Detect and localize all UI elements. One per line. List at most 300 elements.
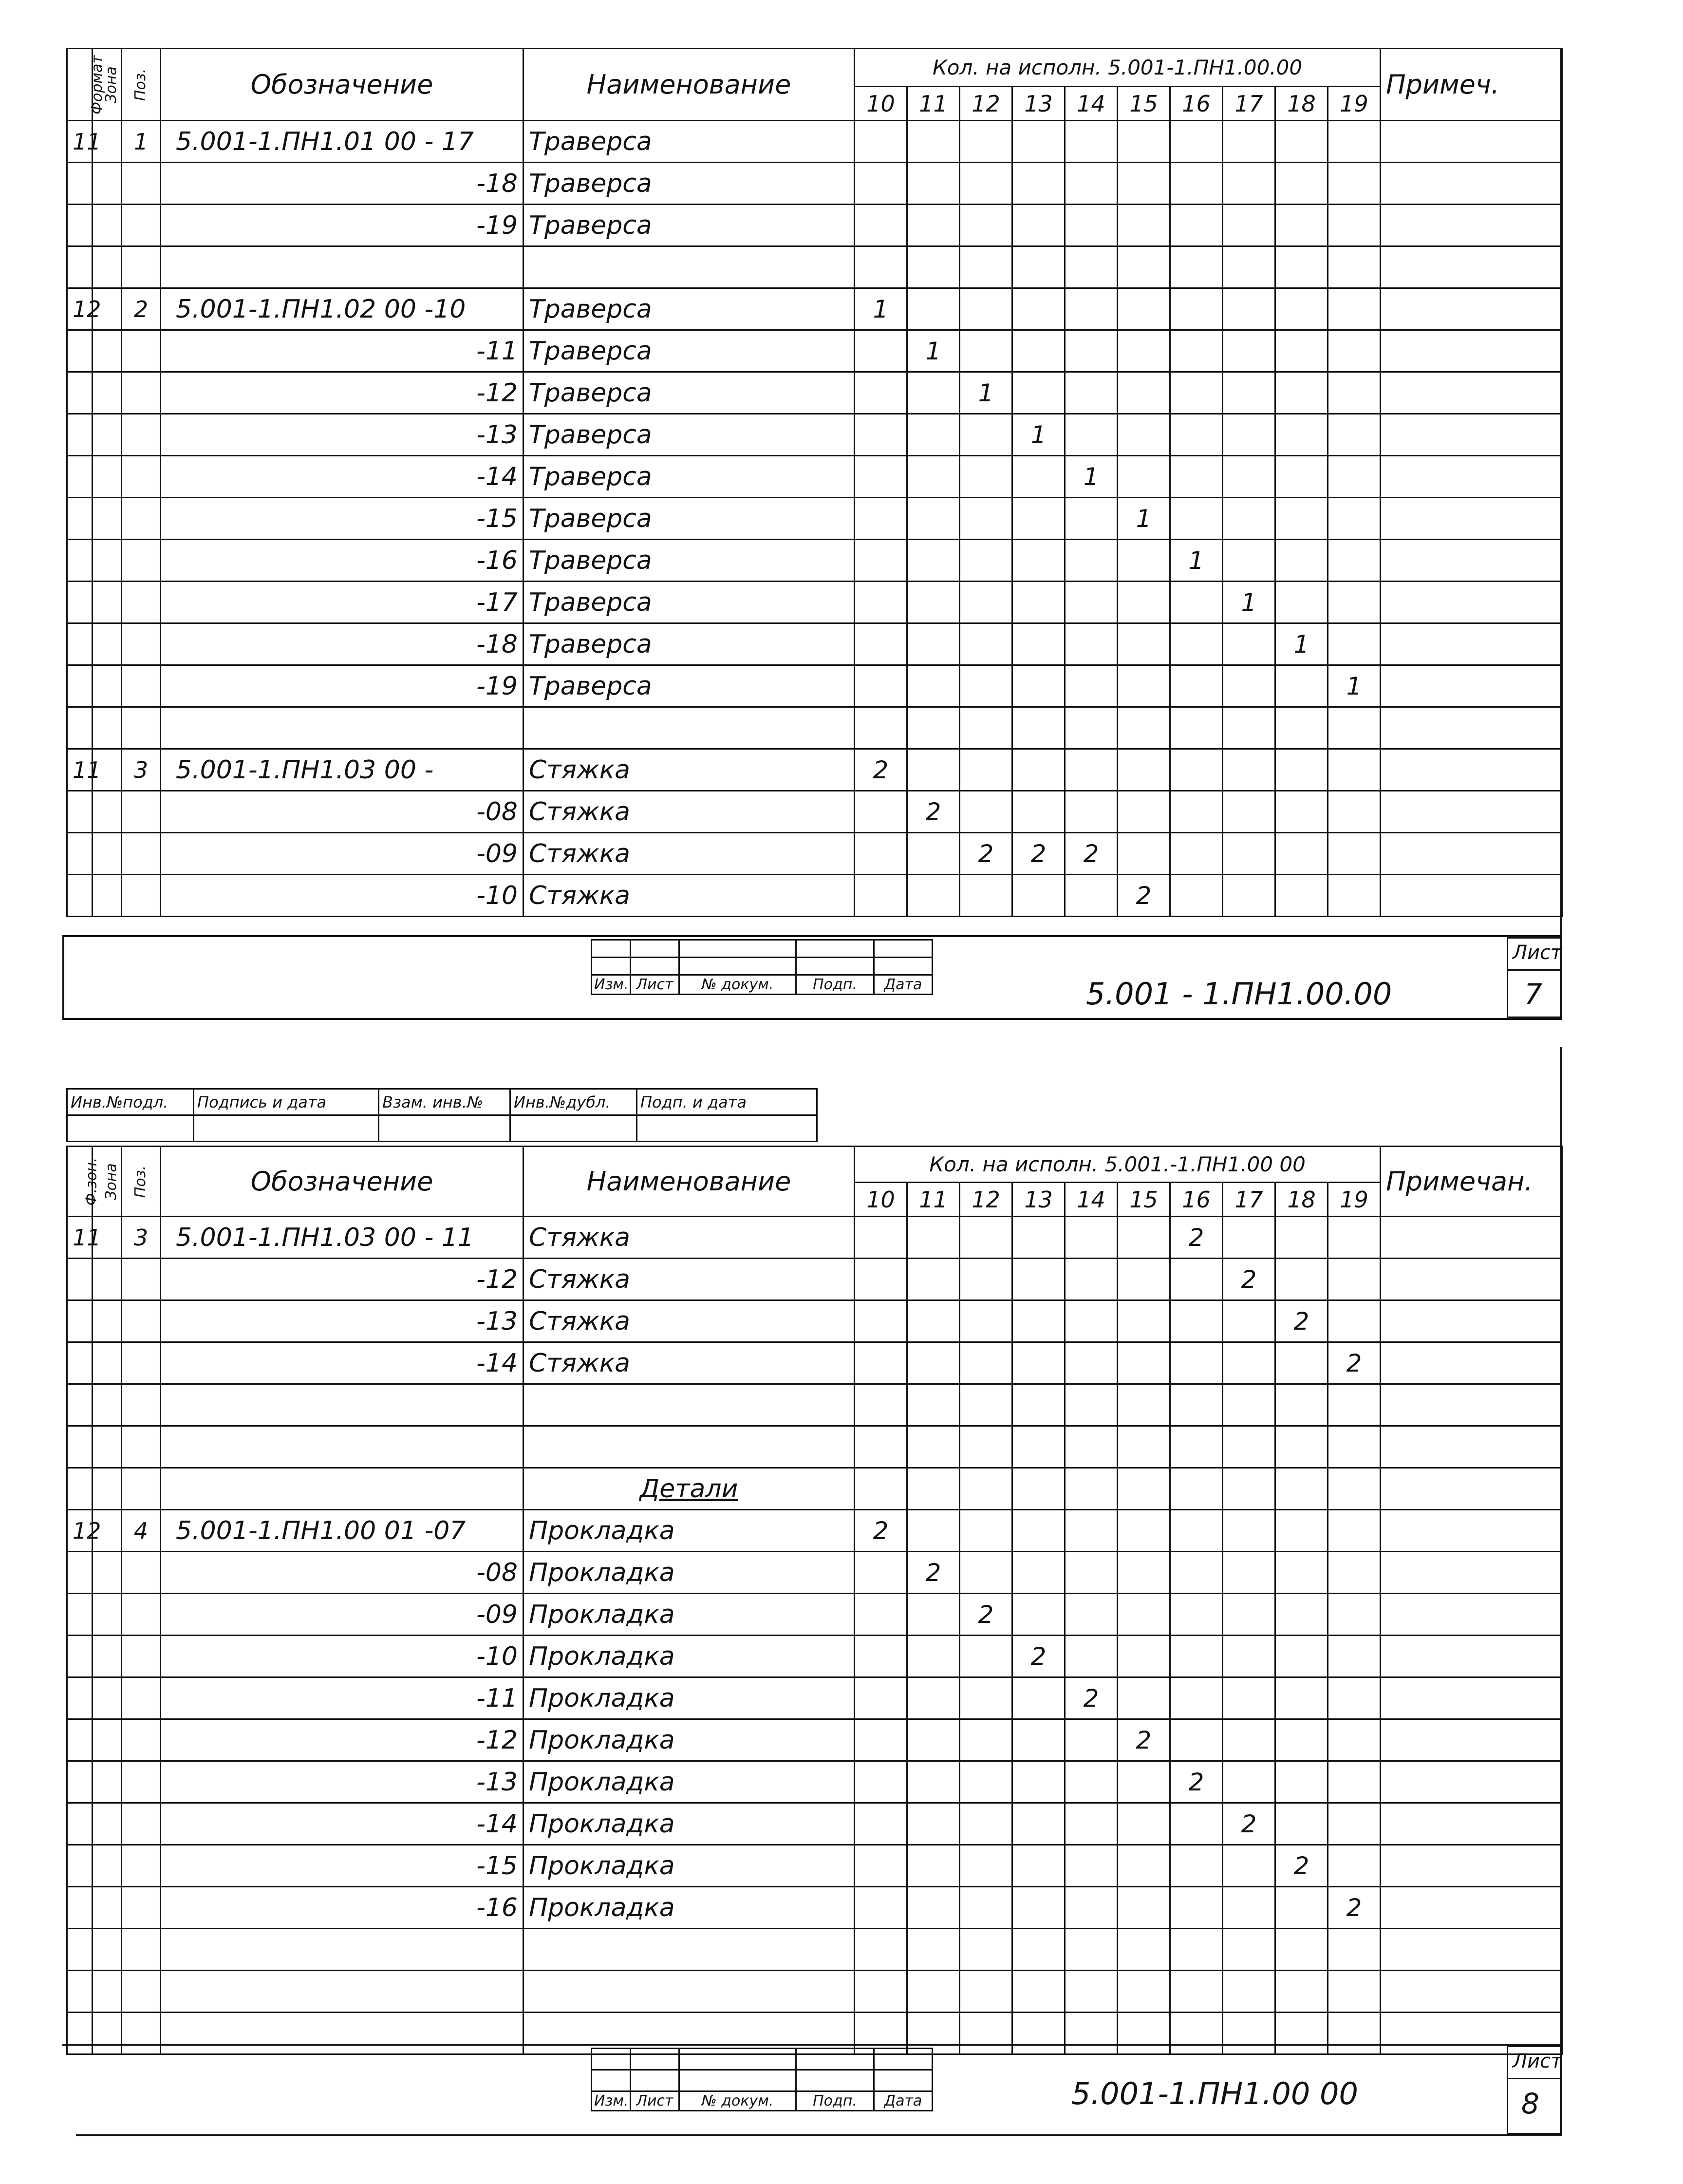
quantity-cell: 2: [1328, 1887, 1381, 1929]
designation-cell: [161, 707, 524, 749]
designation-cell: -19: [161, 205, 524, 246]
quantity-cell: [1118, 1803, 1170, 1845]
quantity-cell: [1275, 121, 1328, 163]
quantity-cell: [1118, 1594, 1170, 1636]
quantity-cell: 2: [1118, 875, 1170, 917]
name-cell: [524, 1929, 855, 1971]
section-row: [67, 1468, 1562, 1510]
variant-header-16: 16: [1170, 1183, 1223, 1217]
quantity-cell: [855, 1719, 907, 1761]
quantity-cell: [1170, 1636, 1223, 1677]
quantity-cell: [1170, 749, 1223, 791]
name-cell: Стяжка: [524, 1300, 855, 1342]
zone-cell: [93, 1468, 122, 1510]
quantity-cell: [1118, 1259, 1170, 1300]
table-row: [67, 205, 1562, 246]
note-cell: [1381, 833, 1562, 875]
quantity-cell: [1223, 456, 1275, 498]
quantity-cell: [1328, 1719, 1381, 1761]
quantity-cell: [1118, 791, 1170, 833]
quantity-cell: [1275, 1552, 1328, 1594]
format-cell: [67, 1929, 93, 1971]
note-cell: [1381, 1971, 1562, 2013]
quantity-cell: [1118, 1217, 1170, 1259]
position-cell: [122, 1426, 161, 1468]
quantity-cell: [1065, 246, 1118, 288]
name-cell: Стяжка: [524, 875, 855, 917]
quantity-cell: [1223, 498, 1275, 540]
quantity-cell: [1118, 1300, 1170, 1342]
format-cell: [67, 205, 93, 246]
quantity-cell: [1118, 414, 1170, 456]
quantity-cell: [1170, 1677, 1223, 1719]
zone-cell: [93, 246, 122, 288]
quantity-cell: [855, 205, 907, 246]
quantity-cell: [1012, 749, 1065, 791]
zone-cell: [93, 582, 122, 623]
note-cell: [1381, 1929, 1562, 1971]
note-cell: [1381, 1384, 1562, 1426]
stamp-labels-row: [592, 2091, 933, 2111]
quantity-cell: [1118, 1552, 1170, 1594]
quantity-cell: [1328, 875, 1381, 917]
quantity-cell: [1275, 1384, 1328, 1426]
quantity-cell: [855, 456, 907, 498]
zone-cell: [93, 1719, 122, 1761]
quantity-cell: [1328, 1426, 1381, 1468]
variant-header-18: 18: [1275, 87, 1328, 121]
table-row: [67, 833, 1562, 875]
quantity-cell: [1012, 1929, 1065, 1971]
frame-line: [62, 1018, 1560, 1020]
stamp-label: Изм.: [592, 2091, 631, 2111]
format-cell: [67, 707, 93, 749]
zone-cell: [93, 498, 122, 540]
zone-cell: [93, 1845, 122, 1887]
quantity-cell: [1118, 330, 1170, 372]
position-cell: [122, 1971, 161, 2013]
quantity-cell: 1: [1170, 540, 1223, 582]
quantity-cell: [855, 414, 907, 456]
zone-cell: [93, 1342, 122, 1384]
format-cell: [67, 623, 93, 665]
quantity-cell: [1170, 1468, 1223, 1510]
quantity-cell: [855, 1259, 907, 1300]
name-cell: [524, 707, 855, 749]
format-cell: [67, 1259, 93, 1300]
quantity-cell: [855, 1636, 907, 1677]
frame-line: [62, 2044, 1560, 2046]
table-row: [67, 1761, 1562, 1803]
quantity-cell: [1065, 791, 1118, 833]
designation-cell: [161, 1468, 524, 1510]
designation-cell: [161, 1929, 524, 1971]
quantity-cell: [1275, 1971, 1328, 2013]
note-cell: [1381, 1594, 1562, 1636]
note-cell: [1381, 791, 1562, 833]
quantity-cell: [1223, 1468, 1275, 1510]
position-cell: [122, 246, 161, 288]
quantity-cell: [1012, 707, 1065, 749]
spec-table-sheet-8: [66, 1146, 1563, 2055]
name-cell: Траверса: [524, 456, 855, 498]
quantity-cell: [1065, 1468, 1118, 1510]
variant-header-18: 18: [1275, 1183, 1328, 1217]
format-cell: 12: [67, 1510, 93, 1552]
quantity-cell: [1275, 833, 1328, 875]
quantity-cell: [1223, 414, 1275, 456]
quantity-cell: [1012, 246, 1065, 288]
position-cell: [122, 1719, 161, 1761]
position-cell: [122, 1552, 161, 1594]
quantity-cell: [1223, 1342, 1275, 1384]
quantity-cell: [855, 1803, 907, 1845]
quantity-cell: [960, 1300, 1012, 1342]
note-cell: [1381, 875, 1562, 917]
format-cell: [67, 1677, 93, 1719]
quantity-cell: [1275, 1594, 1328, 1636]
designation-cell: -16: [161, 540, 524, 582]
variant-header-17: 17: [1223, 1183, 1275, 1217]
header-note: Примечан.: [1381, 1147, 1562, 1217]
quantity-cell: [855, 1342, 907, 1384]
quantity-cell: [1065, 1929, 1118, 1971]
format-cell: [67, 1468, 93, 1510]
quantity-cell: [855, 1552, 907, 1594]
quantity-cell: [1065, 1761, 1118, 1803]
quantity-cell: [1223, 372, 1275, 414]
quantity-cell: [1012, 1677, 1065, 1719]
position-cell: 3: [122, 749, 161, 791]
position-cell: [122, 791, 161, 833]
note-cell: [1381, 246, 1562, 288]
quantity-cell: [1118, 1426, 1170, 1468]
quantity-cell: [1275, 330, 1328, 372]
zone-cell: [93, 2013, 122, 2054]
format-cell: [67, 833, 93, 875]
quantity-cell: [1223, 1677, 1275, 1719]
quantity-cell: [1065, 1845, 1118, 1887]
stamp-label: Лист: [631, 975, 679, 995]
quantity-cell: [907, 623, 960, 665]
quantity-cell: 2: [1012, 833, 1065, 875]
quantity-cell: [1118, 288, 1170, 330]
quantity-cell: [1223, 1929, 1275, 1971]
quantity-cell: [1170, 456, 1223, 498]
note-cell: [1381, 1803, 1562, 1845]
quantity-cell: [907, 707, 960, 749]
name-cell: [524, 1971, 855, 2013]
note-cell: [1381, 372, 1562, 414]
quantity-cell: [1275, 1887, 1328, 1929]
quantity-cell: [855, 330, 907, 372]
name-cell: Прокладка: [524, 1761, 855, 1803]
designation-cell: -08: [161, 1552, 524, 1594]
quantity-cell: [1170, 1971, 1223, 2013]
note-cell: [1381, 288, 1562, 330]
quantity-cell: [1170, 288, 1223, 330]
table-row: [67, 372, 1562, 414]
designation-cell: 5.001-1.ПН1.00 01 -07: [161, 1510, 524, 1552]
variant-header-12: 12: [960, 1183, 1012, 1217]
quantity-cell: [1223, 330, 1275, 372]
position-cell: [122, 582, 161, 623]
table-row: [67, 456, 1562, 498]
quantity-cell: [1012, 1426, 1065, 1468]
quantity-cell: [1328, 1259, 1381, 1300]
note-cell: [1381, 1552, 1562, 1594]
quantity-cell: [1170, 163, 1223, 205]
position-cell: [122, 2013, 161, 2054]
designation-cell: -10: [161, 875, 524, 917]
quantity-cell: [855, 1845, 907, 1887]
format-cell: [67, 1845, 93, 1887]
quantity-cell: [960, 414, 1012, 456]
designation-cell: -13: [161, 414, 524, 456]
quantity-cell: [1170, 2013, 1223, 2054]
name-cell: Траверса: [524, 540, 855, 582]
quantity-cell: [1275, 1636, 1328, 1677]
quantity-cell: [907, 414, 960, 456]
frame-line: [1560, 48, 1562, 1020]
quantity-cell: [1328, 330, 1381, 372]
position-cell: [122, 372, 161, 414]
quantity-cell: [1328, 498, 1381, 540]
quantity-cell: 2: [1118, 1719, 1170, 1761]
quantity-cell: [1065, 121, 1118, 163]
quantity-cell: [960, 540, 1012, 582]
quantity-cell: [855, 1594, 907, 1636]
note-cell: [1381, 1636, 1562, 1677]
quantity-cell: [1012, 1803, 1065, 1845]
section-title: Детали: [524, 1468, 855, 1510]
quantity-cell: [1170, 623, 1223, 665]
designation-cell: 5.001-1.ПН1.02 00 -10: [161, 288, 524, 330]
quantity-cell: [960, 1887, 1012, 1929]
table-row: [67, 1887, 1562, 1929]
name-cell: Прокладка: [524, 1677, 855, 1719]
quantity-cell: [1012, 288, 1065, 330]
quantity-cell: [1223, 1636, 1275, 1677]
table-row: [67, 121, 1562, 163]
quantity-cell: [1275, 372, 1328, 414]
table-row: [67, 1803, 1562, 1845]
quantity-cell: [960, 498, 1012, 540]
format-cell: [67, 1887, 93, 1929]
position-cell: [122, 1845, 161, 1887]
quantity-cell: [1118, 1384, 1170, 1426]
header-format: Формат: [67, 49, 93, 121]
quantity-cell: [1012, 875, 1065, 917]
name-cell: Стяжка: [524, 833, 855, 875]
quantity-cell: 1: [1328, 665, 1381, 707]
zone-cell: [93, 665, 122, 707]
table-row: [67, 1719, 1562, 1761]
quantity-cell: [1012, 1887, 1065, 1929]
quantity-cell: [1328, 1217, 1381, 1259]
quantity-cell: [855, 121, 907, 163]
quantity-cell: [855, 372, 907, 414]
format-cell: [67, 1971, 93, 2013]
frame-line: [62, 935, 1560, 937]
variant-header-16: 16: [1170, 87, 1223, 121]
quantity-cell: [960, 875, 1012, 917]
quantity-cell: [855, 1384, 907, 1426]
quantity-cell: [1223, 2013, 1275, 2054]
variant-header-10: 10: [855, 1183, 907, 1217]
quantity-cell: [855, 623, 907, 665]
quantity-cell: [907, 749, 960, 791]
quantity-cell: [1065, 1342, 1118, 1384]
format-cell: [67, 1594, 93, 1636]
quantity-cell: [907, 121, 960, 163]
table-row: [67, 791, 1562, 833]
position-cell: [122, 498, 161, 540]
table-row: [67, 1552, 1562, 1594]
designation-cell: -11: [161, 330, 524, 372]
document-code: 5.001 - 1.ПН1.00.00: [1086, 976, 1392, 1012]
quantity-cell: [1118, 1929, 1170, 1971]
quantity-cell: [1275, 791, 1328, 833]
quantity-cell: [1223, 540, 1275, 582]
quantity-cell: 2: [1012, 1636, 1065, 1677]
quantity-cell: [1012, 582, 1065, 623]
quantity-cell: [1170, 246, 1223, 288]
zone-cell: [93, 1929, 122, 1971]
quantity-cell: [1170, 498, 1223, 540]
variant-header-19: 19: [1328, 1183, 1381, 1217]
quantity-cell: [1012, 1384, 1065, 1426]
header-designation: Обозначение: [161, 1147, 524, 1217]
position-cell: [122, 540, 161, 582]
table-row: [67, 1300, 1562, 1342]
sheet-number: 8: [1521, 2087, 1539, 2120]
quantity-cell: [960, 749, 1012, 791]
quantity-cell: 2: [1275, 1300, 1328, 1342]
designation-cell: -08: [161, 791, 524, 833]
position-cell: [122, 414, 161, 456]
quantity-cell: [1118, 1887, 1170, 1929]
quantity-cell: [1170, 1719, 1223, 1761]
quantity-cell: [1275, 1259, 1328, 1300]
table-row: [67, 1342, 1562, 1384]
quantity-cell: 2: [907, 791, 960, 833]
zone-cell: [93, 791, 122, 833]
quantity-cell: [1012, 1552, 1065, 1594]
zone-cell: [93, 875, 122, 917]
quantity-cell: [960, 1259, 1012, 1300]
frame-line: [1507, 969, 1561, 971]
position-cell: [122, 1300, 161, 1342]
note-cell: [1381, 665, 1562, 707]
designation-cell: -12: [161, 372, 524, 414]
quantity-cell: [1065, 1887, 1118, 1929]
quantity-cell: [1328, 1300, 1381, 1342]
quantity-cell: [1065, 372, 1118, 414]
quantity-cell: [1170, 833, 1223, 875]
quantity-cell: [1118, 163, 1170, 205]
position-cell: [122, 1468, 161, 1510]
variant-header-19: 19: [1328, 87, 1381, 121]
stamp-labels-row: [592, 975, 933, 995]
zone-cell: [93, 456, 122, 498]
quantity-cell: [907, 1426, 960, 1468]
position-cell: [122, 833, 161, 875]
zone-cell: [93, 1803, 122, 1845]
note-cell: [1381, 1677, 1562, 1719]
quantity-cell: [1275, 540, 1328, 582]
quantity-cell: [1223, 1594, 1275, 1636]
position-cell: [122, 1636, 161, 1677]
variant-header-13: 13: [1012, 1183, 1065, 1217]
quantity-cell: [1223, 791, 1275, 833]
quantity-cell: 2: [960, 1594, 1012, 1636]
quantity-cell: [1328, 205, 1381, 246]
zone-cell: [93, 163, 122, 205]
quantity-cell: [1118, 1342, 1170, 1384]
quantity-cell: [1118, 1510, 1170, 1552]
table-row: [67, 1384, 1562, 1426]
quantity-cell: [855, 665, 907, 707]
format-cell: [67, 1384, 93, 1426]
quantity-cell: [1223, 833, 1275, 875]
header-format: Ф.зон.: [67, 1147, 93, 1217]
quantity-cell: [855, 1887, 907, 1929]
format-cell: [67, 540, 93, 582]
quantity-cell: 2: [960, 833, 1012, 875]
quantity-cell: [1118, 205, 1170, 246]
quantity-cell: [1275, 414, 1328, 456]
note-cell: [1381, 707, 1562, 749]
quantity-cell: [1012, 1761, 1065, 1803]
format-cell: [67, 791, 93, 833]
quantity-cell: [1328, 833, 1381, 875]
table-row: [67, 1259, 1562, 1300]
quantity-cell: [1170, 1929, 1223, 1971]
quantity-cell: [1065, 1636, 1118, 1677]
table-row: [67, 1845, 1562, 1887]
position-cell: [122, 623, 161, 665]
quantity-cell: [1170, 707, 1223, 749]
name-cell: Прокладка: [524, 1719, 855, 1761]
quantity-cell: [1223, 1971, 1275, 2013]
note-cell: [1381, 163, 1562, 205]
quantity-cell: [1170, 582, 1223, 623]
quantity-cell: [1065, 498, 1118, 540]
zone-cell: [93, 414, 122, 456]
quantity-cell: [855, 540, 907, 582]
quantity-cell: [1012, 1259, 1065, 1300]
quantity-cell: [1065, 414, 1118, 456]
quantity-cell: [1223, 1719, 1275, 1761]
position-cell: [122, 707, 161, 749]
position-cell: [122, 665, 161, 707]
format-cell: [67, 1342, 93, 1384]
quantity-cell: [907, 1803, 960, 1845]
zone-cell: [93, 1636, 122, 1677]
quantity-cell: [1223, 749, 1275, 791]
quantity-cell: [1328, 414, 1381, 456]
format-cell: [67, 372, 93, 414]
designation-cell: -11: [161, 1677, 524, 1719]
quantity-cell: [907, 1217, 960, 1259]
quantity-cell: 1: [960, 372, 1012, 414]
designation-cell: 5.001-1.ПН1.01 00 - 17: [161, 121, 524, 163]
variant-header-14: 14: [1065, 1183, 1118, 1217]
variant-header-15: 15: [1118, 87, 1170, 121]
table-row: [67, 1677, 1562, 1719]
designation-cell: -14: [161, 456, 524, 498]
